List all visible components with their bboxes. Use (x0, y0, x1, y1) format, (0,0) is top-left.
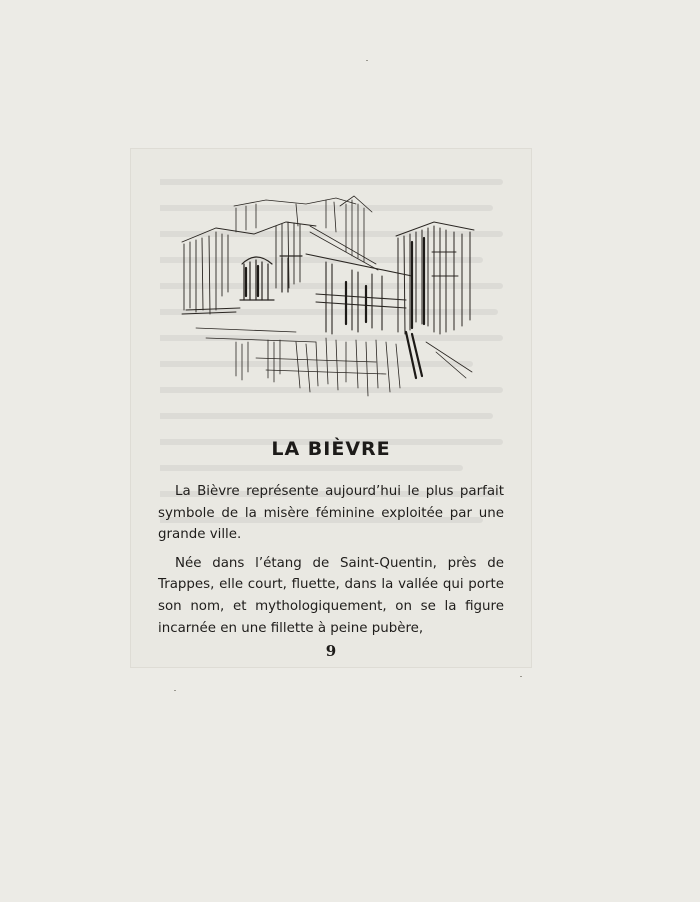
paragraph: La Bièvre représente aujourd’hui le plus parfait symbole de la misère féminine exploitée par une grande ville. (158, 484, 504, 543)
body-text (158, 481, 504, 646)
etching-riverside-houses-icon (176, 192, 480, 404)
page-number: 9 (325, 642, 337, 660)
paper-speck (174, 690, 176, 691)
chapter-title: LA BIÈVRE (271, 438, 391, 460)
paragraph: Née dans l’étang de Saint-Quentin, près de Trappes, elle court, fluette, dans la vallée qui porte son nom, et mythologiquement, on se la figure incarnée en une fillette à peine pubère, (158, 555, 504, 636)
paper-speck (520, 676, 522, 677)
paper-speck (366, 60, 368, 61)
